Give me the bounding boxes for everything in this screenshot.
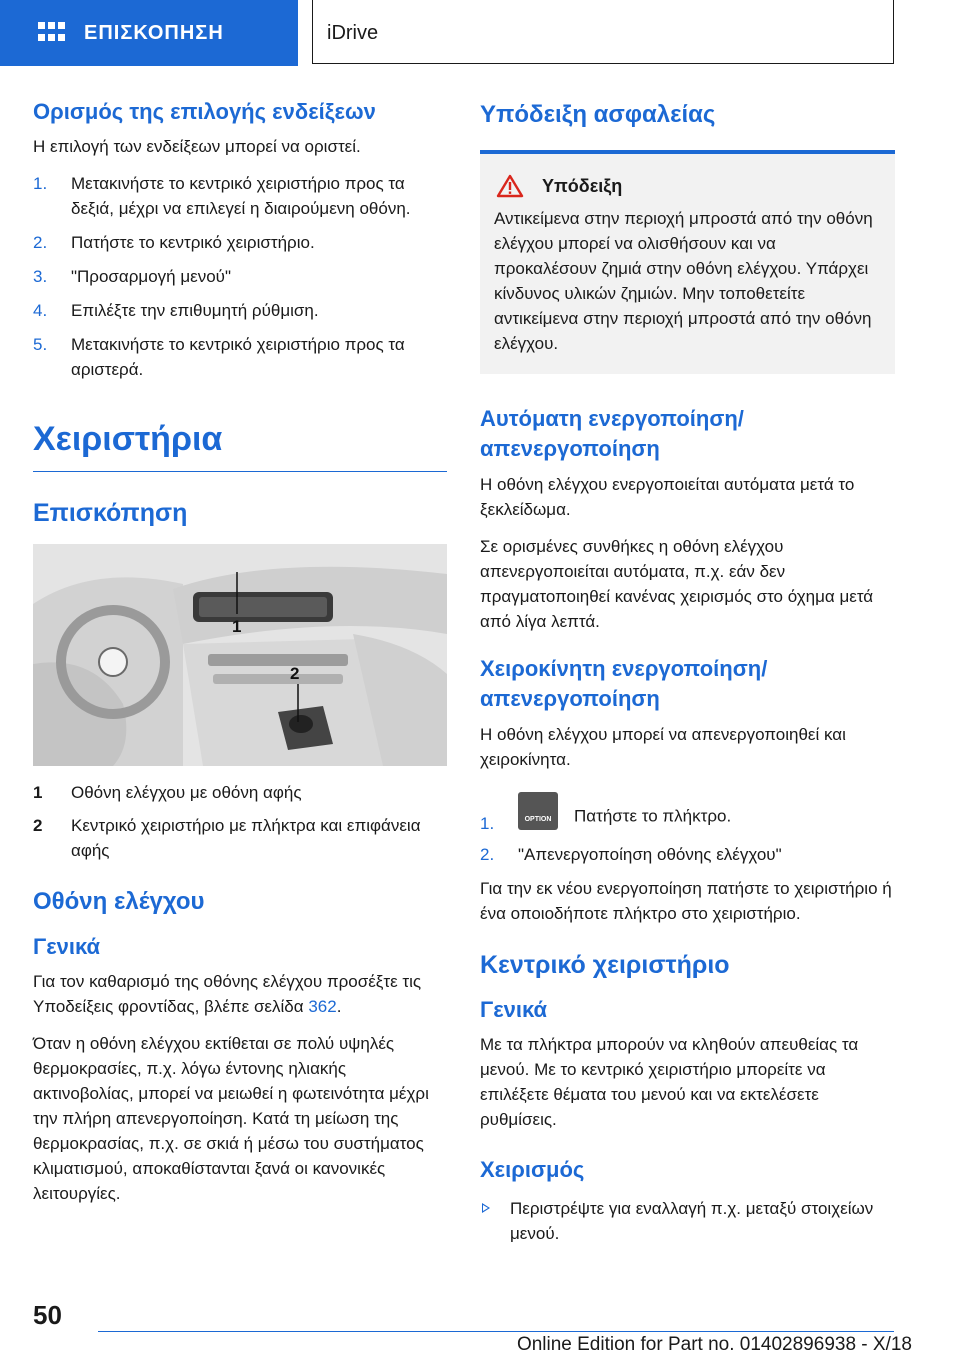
callout-text: Κεντρικό χειριστήριο με πλήκτρα και επιφάνεια αφής: [71, 816, 421, 860]
auto-switch-paragraph-2: Σε ορισμένες συνθήκες η οθόνη ελέγχου απενεργοποιείται αυτόματα, π.χ. εάν δεν πραγματοποιηθεί κανένας χειρισμός στο όχημα μετά από λίγα λεπτά.: [480, 537, 874, 631]
step-text: Επιλέξτε την επιθυμητή ρύθμιση.: [71, 301, 319, 320]
callout-number: 2: [33, 816, 43, 835]
step-text: Πατήστε το πλήκτρο.: [574, 806, 732, 826]
left-column: [33, 98, 447, 1218]
step-number: 1.: [33, 174, 48, 193]
option-button-label: OPTION: [524, 816, 552, 823]
photo-callouts: [33, 780, 447, 863]
step-number: 4.: [33, 301, 48, 320]
manual-switch-heading: Χειροκίνητη ενεργοποίηση/απενεργοποίηση: [480, 656, 768, 711]
general-paragraph-1-text: Για τον καθαρισμό της οθόνης ελέγχου προσέξτε τις Υποδείξεις φροντίδας, βλέπε σελίδα: [33, 972, 422, 1016]
edition-text: Online Edition for Part no. 01402896938 - X/18: [516, 1334, 912, 1355]
safety-notice: [480, 150, 895, 374]
operation-bullets: [480, 1196, 895, 1246]
manual-switch-paragraph-1: Η οθόνη ελέγχου μπορεί να απενεργοποιηθεί και χειροκίνητα.: [480, 725, 846, 769]
manual-switch-steps: [480, 798, 895, 867]
footer-divider: [98, 1331, 894, 1332]
bullet-text: Περιστρέψτε για εναλλαγή π.χ. μεταξύ στοιχείων μενού.: [510, 1199, 874, 1243]
auto-switch-paragraph-1: Η οθόνη ελέγχου ενεργοποιείται αυτόματα μετά το ξεκλείδωμα.: [480, 475, 855, 519]
list-item: [33, 230, 447, 255]
callout-text: Οθόνη ελέγχου με οθόνη αφής: [71, 783, 302, 802]
controller-paragraph-1: Με τα πλήκτρα μπορούν να κληθούν απευθείας τα μενού. Με το κεντρικό χειριστήριο μπορείτε να επιλέξετε θέματα του μενού και να εκτελέσετε ρυθμίσεις.: [480, 1035, 859, 1129]
list-item: [33, 332, 447, 382]
general-paragraph-2: Όταν η οθόνη ελέγχου εκτίθεται σε πολύ υψηλές θερμοκρασίες, π.χ. λόγω έντονης ηλιακής ακτινοβολίας, μπορεί να μειωθεί η φωτεινότητα μέχρι την πλήρη απενεργοποίηση. Κατά τη μείωση της θερμοκρασίας, π.χ. σε σκιά ή μέσω του συστήματος κλιματισμού, αποκαθίστανται ξανά οι κανονικές λειτουργίες.: [33, 1034, 429, 1203]
controller-heading: Κεντρικό χειριστήριο: [480, 951, 730, 979]
page-number: 50: [33, 1300, 62, 1330]
step-number: 2.: [33, 233, 48, 252]
list-item: [480, 798, 895, 836]
cockpit-photo: [33, 544, 447, 766]
callout-number: 1: [33, 783, 43, 802]
display-selection-heading: Ορισμός της επιλογής ενδείξεων: [33, 99, 376, 124]
step-number: 3.: [33, 267, 48, 286]
list-item: [33, 264, 447, 289]
page-link[interactable]: 362: [308, 997, 337, 1016]
overview-heading: Επισκόπηση: [33, 499, 188, 527]
grid-icon: [38, 22, 66, 44]
section-label: iDrive: [312, 0, 894, 64]
list-item: [480, 1196, 895, 1246]
step-number: 5.: [33, 335, 48, 354]
overview-tab-label: ΕΠΙΣΚΟΠΗΣΗ: [84, 21, 224, 44]
step-number: 1.: [480, 814, 495, 833]
notice-title: Υπόδειξη: [542, 175, 623, 196]
notice-header: [494, 174, 881, 198]
chapter-title: Χειριστήρια: [33, 420, 447, 472]
photo-label-2: 2: [290, 664, 300, 683]
step-number: 2.: [480, 845, 495, 864]
step-text: "Προσαρμογή μενού": [71, 267, 232, 286]
controller-general-heading: Γενικά: [480, 997, 548, 1022]
option-button-icon: [518, 792, 558, 830]
list-item: [33, 813, 447, 863]
general-paragraph-1: [33, 969, 447, 1019]
general-heading: Γενικά: [33, 934, 101, 959]
bullet-triangle-icon: [482, 1203, 490, 1213]
operation-heading: Χειρισμός: [480, 1157, 585, 1182]
step-text: Πατήστε το κεντρικό χειριστήριο.: [71, 233, 315, 252]
display-selection-intro: Η επιλογή των ενδείξεων μπορεί να οριστεί.: [33, 137, 361, 156]
auto-switch-heading: Αυτόματη ενεργοποίηση/απενεργοποίηση: [480, 406, 744, 461]
warning-icon: [496, 174, 524, 198]
safety-heading: Υπόδειξη ασφαλείας: [480, 101, 716, 128]
control-display-heading: Οθόνη ελέγχου: [33, 888, 205, 915]
step-text: Μετακινήστε το κεντρικό χειριστήριο προς τα δεξιά, μέχρι να επιλεγεί η διαιρούμενη οθόνη.: [71, 174, 411, 218]
list-item: [33, 780, 447, 805]
list-item: [33, 298, 447, 323]
list-item: [33, 171, 447, 221]
step-text: Μετακινήστε το κεντρικό χειριστήριο προς τα αριστερά.: [71, 335, 405, 379]
step-text: "Απενεργοποίηση οθόνης ελέγχου": [518, 845, 782, 864]
photo-label-1: 1: [232, 617, 242, 636]
list-item: [480, 842, 895, 867]
overview-tab[interactable]: [0, 0, 298, 66]
general-paragraph-1-end: .: [336, 997, 342, 1016]
manual-switch-paragraph-2: Για την εκ νέου ενεργοποίηση πατήστε το χειριστήριο ή ένα οποιοδήποτε πλήκτρο στο χειριστήριο.: [480, 879, 892, 923]
display-selection-steps: [33, 171, 447, 382]
page-header: [0, 0, 960, 66]
notice-text: Αντικείμενα στην περιοχή μπροστά από την οθόνη ελέγχου μπορεί να ολισθήσουν και να προκαλέσουν ζημιά στην οθόνη ελέγχου. Υπάρχει κίνδυνος υλικών ζημιών. Μην τοποθετείτε αντικείμενα στην περιοχή μπροστά από την οθόνη ελέγχου.: [494, 209, 873, 353]
right-column: [480, 98, 895, 1246]
